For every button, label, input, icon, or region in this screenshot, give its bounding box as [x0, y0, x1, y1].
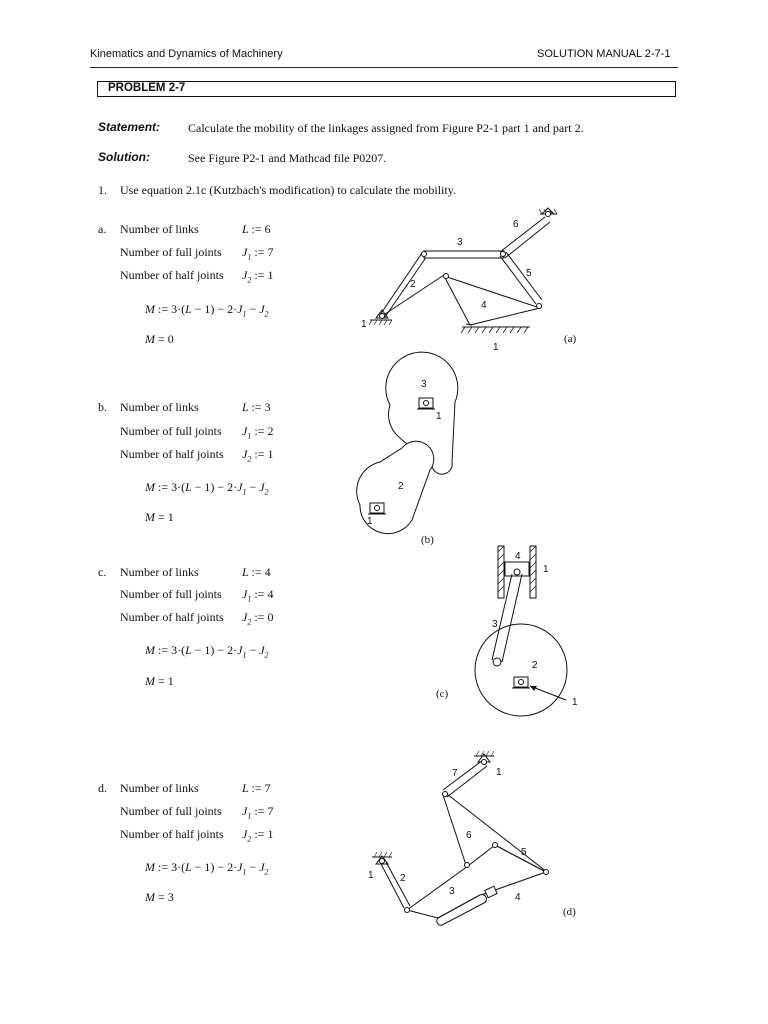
fig-b-label-1-bottom: 1 [367, 516, 373, 527]
full-joints-value: $J_1$ := 7 [242, 245, 274, 262]
mobility-result: M = 3 [145, 890, 174, 904]
mobility-equation: M := $3\cdot(L - 1) - 2\cdot J_1 - J_2$ [145, 480, 269, 497]
full-joints-value: $J_1$ := 4 [242, 587, 274, 604]
fig-c-label-1-arrow: 1 [572, 697, 578, 708]
fig-b-label-2: 2 [398, 481, 404, 492]
links-value: L := 6 [242, 222, 271, 236]
mobility-equation: M := $3\cdot(L - 1) - 2\cdot J_1 - J_2$ [145, 643, 269, 660]
statement-text: Calculate the mobility of the linkages assigned from Figure P2-1 part 1 and part 2. [188, 121, 584, 135]
fig-a-label-5: 5 [526, 268, 532, 279]
solution-text: See Figure P2-1 and Mathcad file P0207. [188, 151, 387, 165]
step1-number: 1. [98, 183, 107, 197]
links-label: Number of links [120, 781, 199, 795]
fig-d-label-4: 4 [515, 892, 521, 903]
links-label: Number of links [120, 565, 199, 579]
part-c-id: c. [98, 565, 107, 579]
links-value: L := 7 [242, 781, 271, 795]
header-left: Kinematics and Dynamics of Machinery [90, 48, 283, 60]
fig-b-label-3: 3 [421, 379, 427, 390]
fig-d-label-1-left: 1 [368, 870, 374, 881]
links-label: Number of links [120, 222, 199, 236]
full-joints-value: $J_1$ := 7 [242, 804, 274, 821]
fig-c-label-3: 3 [492, 619, 498, 630]
fig-d-caption: (d) [563, 906, 576, 918]
full-joints-label: Number of full joints [120, 587, 222, 601]
header-right: SOLUTION MANUAL 2-7-1 [537, 48, 671, 60]
mobility-result: M = 1 [145, 510, 174, 524]
fig-d-label-3: 3 [449, 886, 455, 897]
full-joints-label: Number of full joints [120, 245, 222, 259]
half-joints-value: $J_2$ := 1 [242, 447, 274, 464]
fig-d-label-7: 7 [452, 768, 458, 779]
full-joints-label: Number of full joints [120, 424, 222, 438]
fig-a-label-2: 2 [410, 279, 416, 290]
links-value: L := 3 [242, 400, 271, 414]
fig-c-label-2: 2 [532, 660, 538, 671]
full-joints-label: Number of full joints [120, 804, 222, 818]
links-value: L := 4 [242, 565, 271, 579]
mobility-result: M = 1 [145, 674, 174, 688]
part-d-id: d. [98, 781, 107, 795]
half-joints-label: Number of half joints [120, 447, 224, 461]
fig-a-label-6: 6 [513, 219, 519, 230]
half-joints-value: $J_2$ := 1 [242, 268, 274, 285]
fig-b-caption: (b) [421, 534, 434, 546]
fig-d-label-6: 6 [466, 830, 472, 841]
mobility-result: M = 0 [145, 332, 174, 346]
problem-title: PROBLEM 2-7 [108, 82, 186, 94]
half-joints-value: $J_2$ := 1 [242, 827, 274, 844]
fig-a-label-3: 3 [457, 237, 463, 248]
fig-a-label-ground: 1 [493, 342, 499, 353]
fig-a-label-4: 4 [481, 300, 487, 311]
step1-text: Use equation 2.1c (Kutzbach's modification) to calculate the mobility. [120, 183, 456, 197]
links-label: Number of links [120, 400, 199, 414]
half-joints-label: Number of half joints [120, 827, 224, 841]
fig-c-label-4: 4 [515, 551, 521, 562]
statement-label: Statement: [98, 120, 161, 134]
fig-c-label-1-top: 1 [543, 564, 549, 575]
half-joints-label: Number of half joints [120, 610, 224, 624]
fig-d-label-1-top: 1 [496, 767, 502, 778]
fig-d-label-5: 5 [521, 847, 527, 858]
fig-a-label-1: 1 [361, 319, 367, 330]
part-b-id: b. [98, 400, 107, 414]
full-joints-value: $J_1$ := 2 [242, 424, 274, 441]
fig-a-caption: (a) [564, 333, 577, 345]
fig-b-label-1-top: 1 [436, 411, 442, 422]
half-joints-value: $J_2$ := 0 [242, 610, 274, 627]
fig-c-caption: (c) [436, 688, 449, 700]
fig-d-label-2: 2 [400, 873, 406, 884]
part-a-id: a. [98, 222, 107, 236]
half-joints-label: Number of half joints [120, 268, 224, 282]
solution-label: Solution: [98, 150, 150, 164]
mobility-equation: M := $3\cdot(L - 1) - 2\cdot J_1 - J_2$ [145, 302, 269, 319]
mobility-equation: M := $3\cdot(L - 1) - 2\cdot J_1 - J_2$ [145, 860, 269, 877]
